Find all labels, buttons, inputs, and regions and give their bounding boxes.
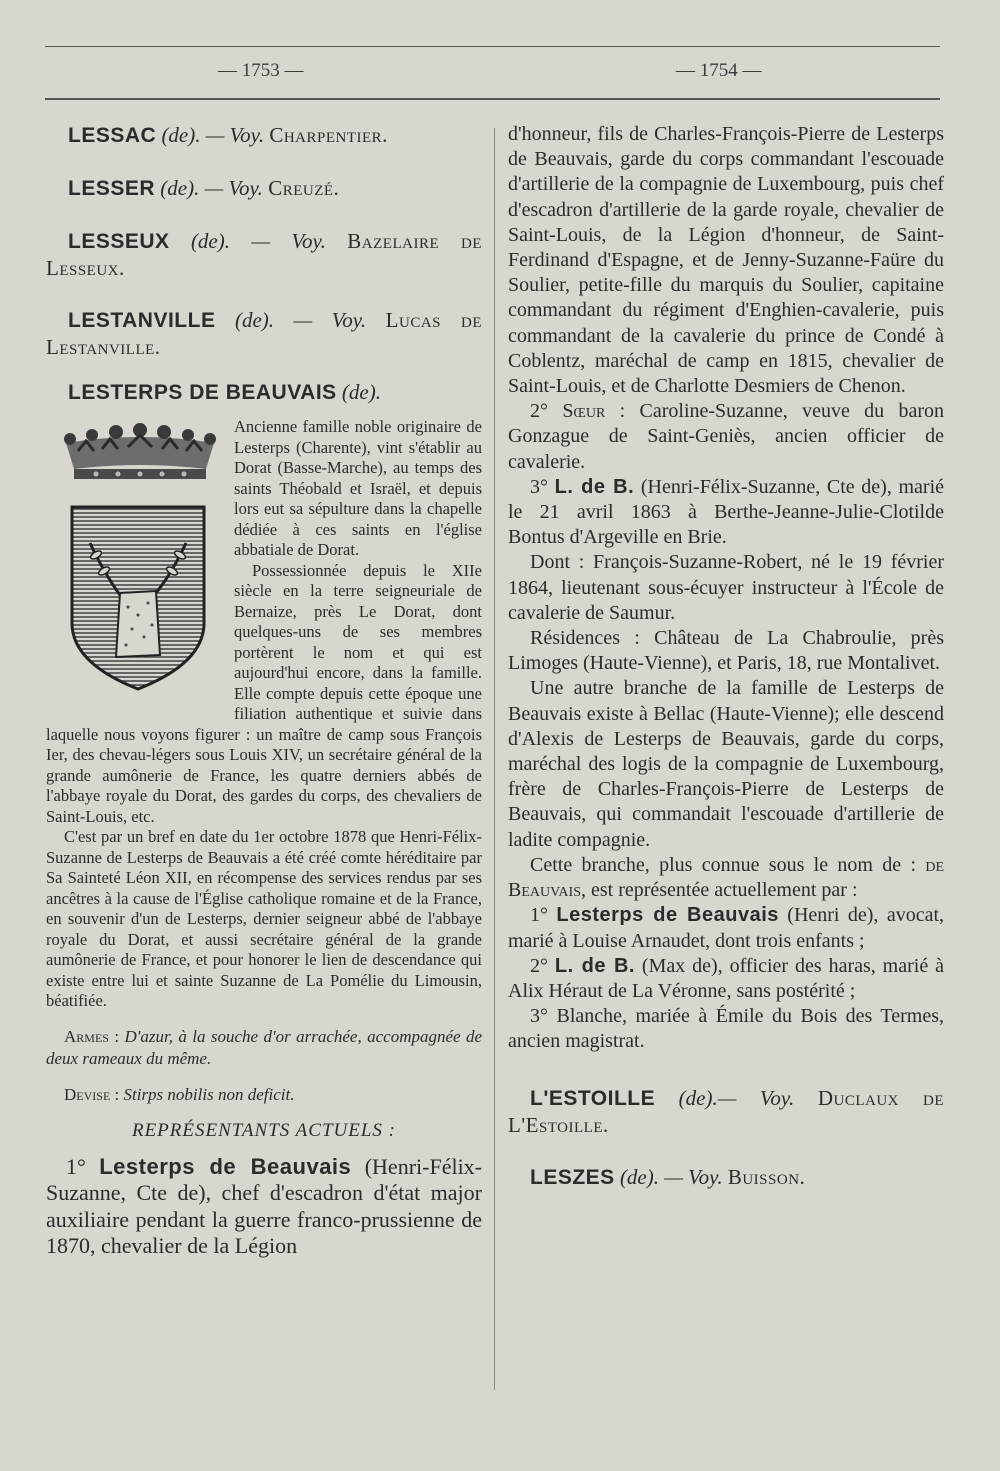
entry-body (46, 417, 482, 1012)
header-rule (45, 98, 940, 100)
coronet-icon (56, 423, 224, 485)
xref-lessac: LESSAC (de). — Voy. Charpentier. (68, 123, 388, 147)
arms-and-motto (46, 1026, 482, 1106)
right-body (508, 122, 944, 1055)
paragraph-residences: Résidences : Château de La Chabroulie, près Limoges (Haute-Vienne), et Paris, 18, rue Montalivet. (508, 627, 944, 675)
paragraph-autre-branche: Une autre branche de la famille de Lesterps de Beauvais existe à Bellac (Haute-Vienne); elle descend d'Alexis de Lesterps de Beauvais, garde du corps, maréchal des logis de la compagnie de Luxembourg, frère de Charles-François-Pierre de Lesterps de Beauvais, qui commandait l'escouade d'artillerie de ladite compagnie. (508, 677, 944, 851)
paragraph-branch-1: 1° Lesterps de Beauvais (Henri de), avocat, marié à Louise Arnaudet, dont trois enfants ; (508, 904, 945, 952)
xref-target: Lucas de Lestanville. (46, 308, 483, 359)
xref-lestanville: LESTANVILLE (de). — Voy. Lucas de Lestanville. (46, 308, 483, 359)
xref-lesseux: LESSEUX (de). — Voy. Bazelaire de Lesseux. (46, 229, 483, 280)
xref-lestoille: L'ESTOILLE (de).— Voy. Duclaux de L'Estoille. (508, 1085, 944, 1137)
top-rule (45, 46, 940, 47)
paragraph-continuation: d'honneur, fils de Charles-François-Pierre de Lesterps de Beauvais, garde du corps commandant l'escouade d'artillerie de la compagnie de Luxembourg, puis chef d'escadron d'artillerie de la garde royale, chevalier de Saint-Louis, de la Légion d'honneur, de Saint-Ferdinand d'Espagne, et de Jenny-Suzanne-Faüre du Soulier, petite-fille du marquis du Soulier, capitaine commandant du régiment d'Enghien-cavalerie, puis commandant de la cavalerie du prince de Condé à Coblentz, maréchal de camp en 1815, chevalier de Saint-Louis, et de Charlotte Desmiers de Chenon. (508, 123, 944, 398)
xref-leszes: LESZES (de). — Voy. Buisson. (530, 1164, 806, 1189)
paragraph-branch-2: 2° L. de B. (Max de), officier des haras, marié à Alix Héraut de La Véronne, sans postérité ; (508, 954, 945, 1002)
paragraph-possession: Possessionnée depuis le XIIe siècle en la terre seigneuriale de Bernaize, près Le Dorat, dont quelques-uns de ses membres portèrent le nom et qui est aujourd'hui encore, dans la famille. Elle compte depuis cette époque une filiation authentique et suivie dans laquelle nous voyons figurer : un maître de camp sous François Ier, des chevau-légers sous Louis XIV, un secrétaire général de la grande aumônerie de France, les quatre derniers abbés de l'abbaye royale du Dorat, des gardes du corps, des chevaliers de Saint-Louis, etc. (46, 560, 482, 826)
right-column (508, 122, 944, 1217)
entry-name: L'ESTOILLE (530, 1086, 656, 1110)
shield-icon (68, 503, 208, 693)
entry-title-lesterps: LESTERPS DE BEAUVAIS (de). (68, 380, 381, 404)
left-column (46, 122, 482, 1260)
xref-target: Buisson. (727, 1164, 806, 1189)
page-number-left: — 1753 — (218, 60, 304, 81)
column-divider (494, 128, 495, 1390)
entry-name: LESSEUX (68, 230, 170, 253)
xref-target: Bazelaire de Lesseux. (46, 229, 483, 280)
xref-target: Charpentier. (269, 123, 388, 147)
paragraph-cette-branche: Cette branche, plus connue sous le nom de : de Beauvais, est représentée actuellement par : (508, 853, 944, 902)
coat-of-arms (46, 417, 226, 707)
motto-line: Devise : Stirps nobilis non deficit. (64, 1084, 295, 1104)
representative-1: 1° Lesterps de Beauvais (Henri-Félix-Suzanne, Cte de), chef d'escadron d'état major auxiliaire pendant la guerre franco-prussienne de 1870, chevalier de la Légion (46, 1153, 483, 1258)
xref-lesser: LESSER (de). — Voy. Creuzé. (68, 176, 340, 200)
paragraph-item3: 3° L. de B. (Henri-Félix-Suzanne, Cte de), marié le 21 avril 1863 à Berthe-Jeanne-Julie-Clotilde Bontus d'Argeville en Brie. (508, 475, 945, 549)
xref-target: Creuzé. (268, 176, 340, 200)
page-number-right: — 1754 — (676, 60, 762, 81)
paragraph-dont: Dont : François-Suzanne-Robert, né le 19 février 1864, lieutenant sous-écuyer instructeur à l'École de cavalerie de Saumur. (508, 551, 944, 624)
entry-name: LESSER (68, 177, 156, 200)
paragraph-branch-3: 3° Blanche, mariée à Émile du Bois des Termes, ancien magistrat. (508, 1005, 944, 1053)
entry-name: LESTANVILLE (68, 309, 216, 332)
entry-name: LESZES (530, 1165, 615, 1189)
xref-target: Duclaux de L'Estoille. (508, 1085, 944, 1137)
arms-line: Armes : D'azur, à la souche d'or arrachée, accompagnée de deux rameaux du même. (46, 1026, 483, 1068)
paragraph-origin: Ancienne famille noble originaire de Lesterps (Charente), vint s'établir au Dorat (Basse-Marche), au temps des saints Théobald et Israël, et depuis lors eut sa sépulture dans la chapelle dédiée à ces saints en l'église abbatiale de Dorat. (234, 417, 482, 559)
paragraph-title-creation: C'est par un bref en date du 1er octobre 1878 que Henri-Félix-Suzanne de Lesterps de Beauvais a été créé comte héréditaire par Sa Sainteté Léon XII, en récompense des services rendus par ses ancêtres à la cause de l'Église catholique romaine et de la France, en souvenir d'un de Lesterps, dernier seigneur abbé de l'abbaye royale du Dorat, et aussi secrétaire général de la grande aumônerie de France, et pour honorer le lien de descendance qui existe entre lui et sainte Suzanne de La Pomélie du Limousin, béatifiée. (46, 827, 482, 1010)
paragraph-soeur: 2° Sœur : Caroline-Suzanne, veuve du baron Gonzague de Saint-Geniès, ancien officier de cavalerie. (508, 400, 945, 473)
entry-name: LESSAC (68, 124, 157, 147)
section-title-representants: REPRÉSENTANTS ACTUELS : (131, 1119, 397, 1141)
